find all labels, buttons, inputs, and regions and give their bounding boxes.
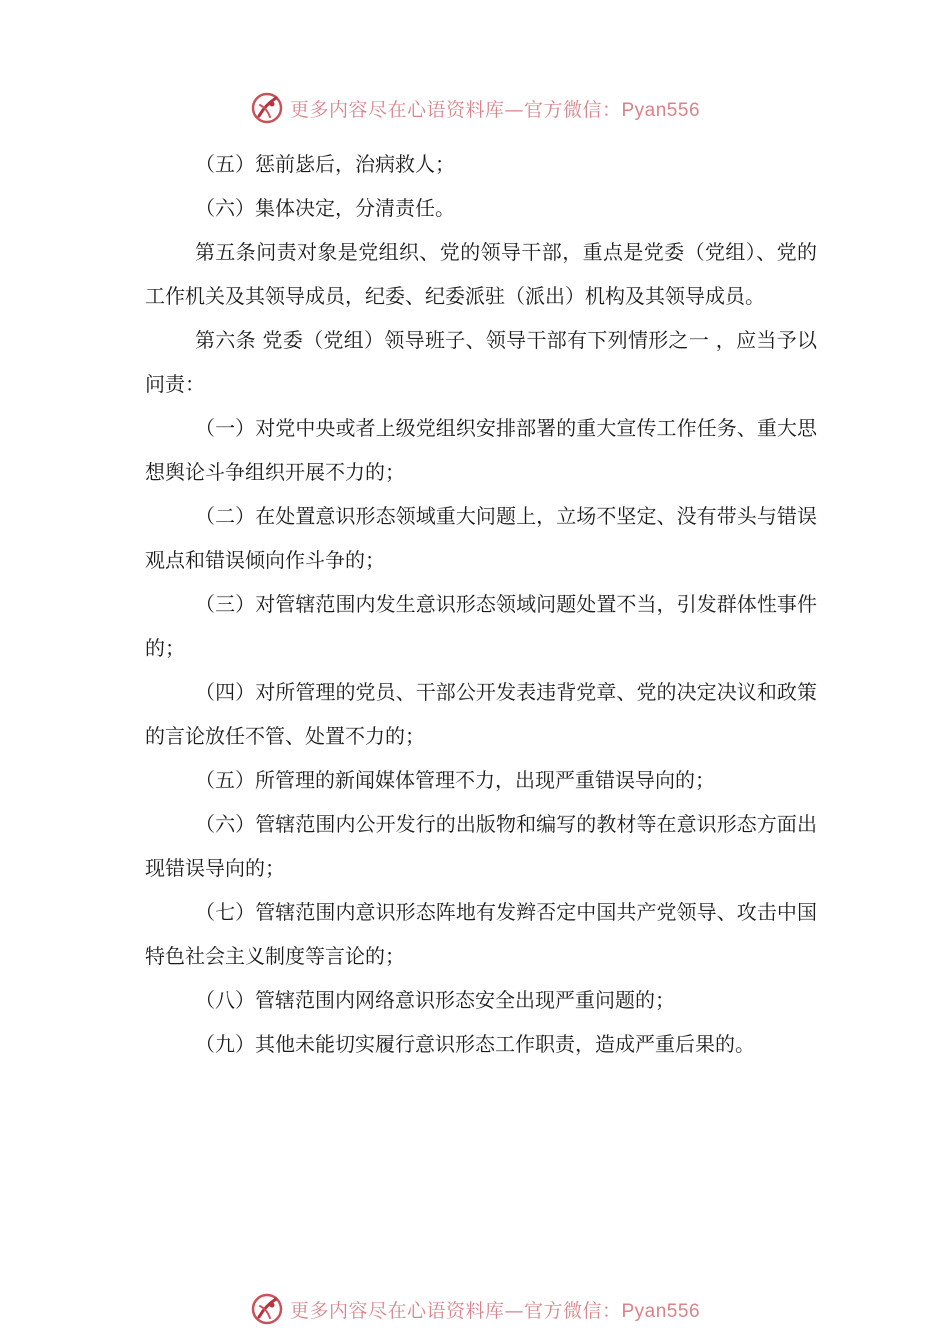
paragraph-article-6: 第六条 党委（党组）领导班子、领导干部有下列情形之一 ，应当予以问责： xyxy=(145,328,817,396)
paragraph-principle-6: （六）集体决定，分清责任。 xyxy=(195,196,455,220)
paragraph-item-1: （一）对党中央或者上级党组织安排部署的重大宣传工作任务、重大思想舆论斗争组织开展不力的； xyxy=(145,416,817,484)
header-watermark xyxy=(0,88,950,128)
watermark-text: 更多内容尽在心语资料库—官方微信：Pyan556 xyxy=(289,98,701,121)
paragraph-item-7: （七）管辖范围内意识形态阵地有发辫否定中国共产党领导、攻击中国特色社会主义制度等言论的； xyxy=(145,900,817,968)
paragraph-principle-5: （五）惩前毖后，治病救人； xyxy=(195,152,455,176)
paragraph-item-6: （六）管辖范围内公开发行的出版物和编写的教材等在意识形态方面出现错误导向的； xyxy=(145,812,817,880)
document-body xyxy=(145,142,817,1066)
paragraph-item-4: （四）对所管理的党员、干部公开发表违背党章、党的决定决议和政策的言论放任不管、处置不力的； xyxy=(145,680,817,748)
brush-logo-icon xyxy=(250,91,284,125)
paragraph-item-8: （八）管辖范围内网络意识形态安全出现严重问题的； xyxy=(195,988,675,1012)
paragraph-item-3: （三）对管辖范围内发生意识形态领域问题处置不当，引发群体性事件的； xyxy=(145,592,817,660)
watermark-text: 更多内容尽在心语资料库—官方微信：Pyan556 xyxy=(289,1299,701,1322)
paragraph-item-2: （二）在处置意识形态领域重大问题上，立场不坚定、没有带头与错误观点和错误倾向作斗争的； xyxy=(145,504,817,572)
paragraph-item-9: （九）其他未能切实履行意识形态工作职责，造成严重后果的。 xyxy=(195,1032,755,1056)
paragraph-article-5: 第五条问责对象是党组织、党的领导干部，重点是党委（党组）、党的工作机关及其领导成员，纪委、纪委派驻（派出）机构及其领导成员。 xyxy=(145,240,817,308)
footer-watermark xyxy=(0,1289,950,1329)
brush-logo-icon xyxy=(250,1292,284,1326)
paragraph-item-5: （五）所管理的新闻媒体管理不力，出现严重错误导向的； xyxy=(195,768,715,792)
